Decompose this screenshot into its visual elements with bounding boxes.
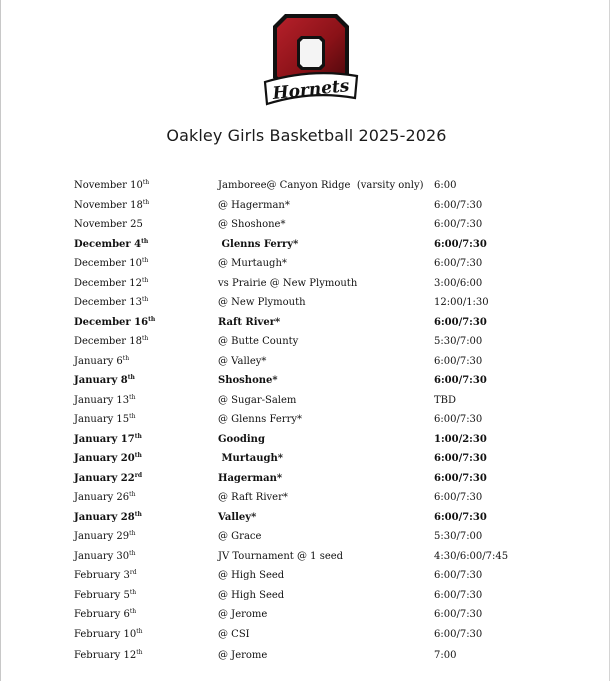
day-suffix: th xyxy=(129,588,137,596)
game-date xyxy=(74,200,218,211)
schedule-row xyxy=(74,488,594,508)
schedule-row xyxy=(74,235,594,255)
game-month: February xyxy=(74,650,124,662)
game-time: 6:00/7:30 xyxy=(434,453,487,465)
game-time: 6:00/7:30 xyxy=(434,316,487,328)
schedule-row xyxy=(74,469,594,489)
game-month: December xyxy=(74,238,135,250)
game-month: December xyxy=(74,336,130,348)
game-day: 10 xyxy=(129,258,142,270)
game-date xyxy=(74,278,218,289)
logo-text: Hornets xyxy=(271,76,351,104)
page-edge-right xyxy=(609,0,610,681)
day-suffix: th xyxy=(129,393,136,401)
game-date xyxy=(74,551,218,562)
game-opponent: Gooding xyxy=(218,433,265,445)
day-suffix: th xyxy=(127,374,135,382)
game-opponent: @ Shoshone* xyxy=(218,219,286,231)
game-date xyxy=(74,453,218,464)
game-time: 6:00/7:30 xyxy=(434,628,483,640)
schedule-row xyxy=(74,313,594,333)
game-month: January xyxy=(74,472,121,484)
game-date xyxy=(74,492,218,503)
game-date xyxy=(74,473,218,484)
game-opponent: @ High Seed xyxy=(218,589,285,601)
game-opponent: Murtaugh* xyxy=(218,453,283,465)
game-date xyxy=(74,297,218,308)
game-date xyxy=(74,395,218,406)
game-opponent: Glenns Ferry* xyxy=(218,238,299,250)
game-date xyxy=(74,219,218,230)
day-suffix: th xyxy=(134,510,142,518)
game-opponent: @ Jerome xyxy=(218,650,268,662)
game-opponent: @ Grace xyxy=(218,531,262,543)
game-day: 30 xyxy=(116,550,130,562)
game-date xyxy=(74,258,218,269)
game-time: 6:00/7:30 xyxy=(434,511,487,523)
schedule-row xyxy=(74,586,594,606)
schedule-row xyxy=(74,566,594,586)
game-time: 5:30/7:00 xyxy=(434,531,483,543)
game-month: December xyxy=(74,258,130,270)
day-suffix: th xyxy=(129,530,136,538)
game-month: December xyxy=(74,297,130,309)
schedule-row xyxy=(74,527,594,547)
game-time: 7:00 xyxy=(434,650,457,662)
schedule-row xyxy=(74,410,594,430)
game-day: 26 xyxy=(116,492,130,504)
game-opponent: @ Sugar-Salem xyxy=(218,394,297,406)
game-date xyxy=(74,629,218,640)
game-month: January xyxy=(74,531,117,543)
game-opponent: @ Butte County xyxy=(218,336,299,348)
game-time: TBD xyxy=(434,394,457,406)
game-date xyxy=(74,531,218,542)
game-month: January xyxy=(74,433,121,445)
game-date xyxy=(74,414,218,425)
game-opponent: Valley* xyxy=(218,511,257,523)
game-day: 12 xyxy=(129,277,142,289)
day-suffix: th xyxy=(141,335,149,343)
game-month: February xyxy=(74,570,124,582)
game-opponent: @ Jerome xyxy=(218,609,268,621)
day-suffix: rd xyxy=(134,471,143,479)
game-date xyxy=(74,650,218,661)
game-opponent: @ Valley* xyxy=(218,355,267,367)
schedule-row xyxy=(74,430,594,450)
game-day: 16 xyxy=(134,316,149,328)
schedule-row xyxy=(74,449,594,469)
page-title: Oakley Girls Basketball 2025-2026 xyxy=(166,126,447,145)
game-date xyxy=(74,570,218,581)
game-month: February xyxy=(74,609,124,621)
game-month: January xyxy=(74,492,117,504)
game-date xyxy=(74,512,218,523)
game-month: December xyxy=(74,316,135,328)
game-time: 3:00/6:00 xyxy=(434,277,483,289)
game-day: 18 xyxy=(129,336,142,348)
game-time: 6:00/7:30 xyxy=(434,609,483,621)
day-suffix: th xyxy=(141,237,149,245)
game-date xyxy=(74,356,218,367)
day-suffix: th xyxy=(142,198,150,206)
day-suffix: th xyxy=(134,432,142,440)
game-date xyxy=(74,609,218,620)
game-opponent: @ CSI xyxy=(218,628,250,640)
game-time: 6:00 xyxy=(434,180,457,192)
day-suffix: th xyxy=(142,179,150,187)
game-day: 15 xyxy=(116,414,130,426)
game-day: 22 xyxy=(120,472,135,484)
game-time: 6:00/7:30 xyxy=(434,219,483,231)
game-time: 6:00/7:30 xyxy=(434,414,483,426)
game-day: 13 xyxy=(116,394,130,406)
game-month: November xyxy=(74,180,131,192)
game-opponent: Hagerman* xyxy=(218,472,283,484)
day-suffix: th xyxy=(129,491,136,499)
game-day: 4 xyxy=(134,238,142,250)
game-month: January xyxy=(74,511,121,523)
game-time: 5:30/7:00 xyxy=(434,336,483,348)
game-date xyxy=(74,180,218,191)
game-opponent: @ High Seed xyxy=(218,570,285,582)
schedule-row xyxy=(74,646,594,666)
day-suffix: th xyxy=(129,413,136,421)
game-opponent: JV Tournament @ 1 seed xyxy=(218,550,344,562)
game-date xyxy=(74,434,218,445)
day-suffix: th xyxy=(134,452,142,460)
game-day: 3 xyxy=(123,570,130,582)
game-opponent: @ New Plymouth xyxy=(218,297,306,309)
game-day: 28 xyxy=(120,511,135,523)
game-opponent: @ Glenns Ferry* xyxy=(218,414,302,426)
game-month: November xyxy=(74,219,131,231)
game-month: December xyxy=(74,277,130,289)
game-day: 10 xyxy=(123,628,137,640)
game-day: 29 xyxy=(116,531,130,543)
game-date xyxy=(74,317,218,328)
game-time: 6:00/7:30 xyxy=(434,375,487,387)
game-time: 6:00/7:30 xyxy=(434,570,483,582)
schedule-row xyxy=(74,371,594,391)
day-suffix: th xyxy=(136,627,143,635)
game-month: January xyxy=(74,414,117,426)
schedule-row xyxy=(74,176,594,196)
game-month: February xyxy=(74,628,124,640)
game-day: 25 xyxy=(130,219,143,231)
game-date xyxy=(74,239,218,250)
game-day: 17 xyxy=(120,433,135,445)
schedule-row xyxy=(74,293,594,313)
game-month: January xyxy=(74,355,117,367)
game-time: 4:30/6:00/7:45 xyxy=(434,550,509,562)
game-date xyxy=(74,590,218,601)
game-day: 6 xyxy=(123,609,130,621)
schedule-row xyxy=(74,625,594,645)
game-day: 20 xyxy=(120,453,135,465)
day-suffix: th xyxy=(129,608,137,616)
schedule-row xyxy=(74,605,594,625)
game-day: 12 xyxy=(123,650,137,662)
game-month: January xyxy=(74,375,121,387)
game-time: 6:00/7:30 xyxy=(434,238,487,250)
schedule-row xyxy=(74,547,594,567)
game-time: 6:00/7:30 xyxy=(434,589,483,601)
game-day: 18 xyxy=(130,199,143,211)
game-day: 13 xyxy=(129,297,142,309)
schedule-row xyxy=(74,352,594,372)
day-suffix: th xyxy=(141,257,149,265)
game-time: 12:00/1:30 xyxy=(434,297,489,309)
game-time: 6:00/7:30 xyxy=(434,199,483,211)
game-month: February xyxy=(74,589,124,601)
game-day: 6 xyxy=(116,355,123,367)
game-day: 10 xyxy=(130,180,143,192)
game-opponent: @ Murtaugh* xyxy=(218,258,287,270)
day-suffix: rd xyxy=(129,569,137,577)
game-opponent: @ Raft River* xyxy=(218,492,288,504)
game-time: 6:00/7:30 xyxy=(434,355,483,367)
day-suffix: th xyxy=(141,276,149,284)
schedule-row xyxy=(74,508,594,528)
game-opponent: @ Hagerman* xyxy=(218,199,290,211)
hornets-logo xyxy=(263,12,359,106)
schedule-table xyxy=(74,176,594,666)
day-suffix: th xyxy=(136,649,143,657)
game-month: January xyxy=(74,550,117,562)
schedule-row xyxy=(74,274,594,294)
game-day: 8 xyxy=(120,375,128,387)
game-time: 6:00/7:30 xyxy=(434,472,487,484)
day-suffix: th xyxy=(122,354,130,362)
game-month: January xyxy=(74,394,117,406)
schedule-row xyxy=(74,215,594,235)
game-opponent: Jamboree@ Canyon Ridge (varsity only) xyxy=(218,180,424,192)
game-opponent: Raft River* xyxy=(218,316,281,328)
game-date xyxy=(74,336,218,347)
game-month: November xyxy=(74,199,131,211)
game-time: 6:00/7:30 xyxy=(434,492,483,504)
game-time: 6:00/7:30 xyxy=(434,258,483,270)
page-edge-left xyxy=(0,0,1,681)
schedule-row xyxy=(74,332,594,352)
schedule-row xyxy=(74,254,594,274)
game-opponent: Shoshone* xyxy=(218,375,278,387)
game-date xyxy=(74,375,218,386)
game-day: 5 xyxy=(123,589,130,601)
day-suffix: th xyxy=(148,315,156,323)
schedule-row xyxy=(74,196,594,216)
day-suffix: th xyxy=(129,549,136,557)
game-time: 1:00/2:30 xyxy=(434,433,487,445)
game-opponent: vs Prairie @ New Plymouth xyxy=(218,277,358,289)
day-suffix: th xyxy=(141,296,149,304)
schedule-row xyxy=(74,391,594,411)
game-month: January xyxy=(74,453,121,465)
